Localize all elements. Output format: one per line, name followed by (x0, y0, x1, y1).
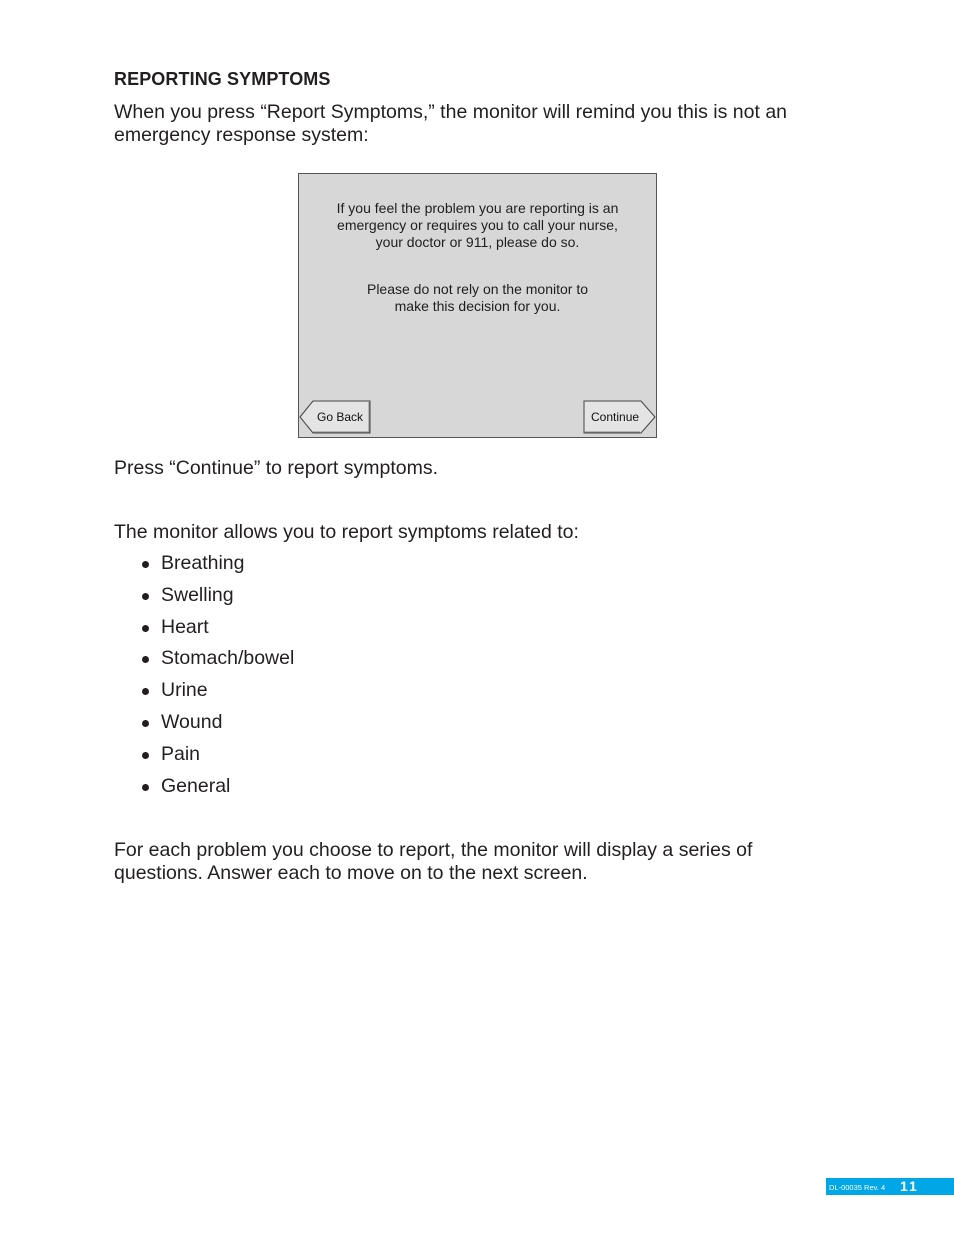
list-item (142, 584, 294, 616)
symptom-label: Breathing (161, 552, 245, 574)
document-id: DL-00035 Rev. 4 (829, 1183, 886, 1192)
closing-paragraph: For each problem you choose to report, the monitor will display a series of questions. Answer each to move on to the next screen. (114, 839, 753, 884)
list-item (142, 743, 294, 775)
monitor-screen (298, 173, 657, 438)
continue-button[interactable] (583, 400, 656, 434)
symptom-label: Urine (161, 679, 208, 702)
reliance-warning-text: Please do not rely on the monitor to make this decision for you. (366, 281, 589, 314)
symptom-label: Stomach/bowel (161, 647, 295, 670)
page-number: 11 (900, 1178, 919, 1194)
bullet-icon (142, 561, 149, 568)
symptom-label: Pain (161, 742, 201, 765)
list-item (142, 616, 294, 648)
list-item (142, 711, 294, 743)
emergency-warning-text: If you feel the problem you are reporting is an emergency or requires you to call your nurse, your doctor or 911, please do so. (336, 200, 619, 250)
bullet-icon (142, 656, 149, 663)
intro-paragraph: When you press “Report Symptoms,” the monitor will remind you this is not an emergency response system: (114, 101, 788, 146)
bullet-icon (142, 688, 149, 695)
go-back-label: Go Back (317, 410, 364, 424)
bullet-icon (142, 720, 149, 727)
section-heading: REPORTING SYMPTOMS (114, 69, 331, 89)
bullet-icon (142, 784, 149, 791)
symptom-list (142, 552, 294, 806)
symptom-label: General (161, 774, 231, 797)
page-footer (826, 1178, 954, 1195)
go-back-button[interactable] (299, 400, 371, 434)
symptoms-intro-paragraph: The monitor allows you to report symptoms related to: (114, 521, 579, 543)
symptom-label: Wound (161, 710, 223, 733)
bullet-icon (142, 752, 149, 759)
list-item (142, 679, 294, 711)
symptom-label: Heart (161, 615, 209, 638)
continue-label: Continue (591, 410, 640, 424)
list-item (142, 552, 294, 584)
list-item (142, 647, 294, 679)
list-item (142, 775, 294, 807)
bullet-icon (142, 593, 149, 600)
bullet-icon (142, 625, 149, 632)
press-continue-paragraph: Press “Continue” to report symptoms. (114, 457, 439, 479)
symptom-label: Swelling (161, 583, 234, 606)
